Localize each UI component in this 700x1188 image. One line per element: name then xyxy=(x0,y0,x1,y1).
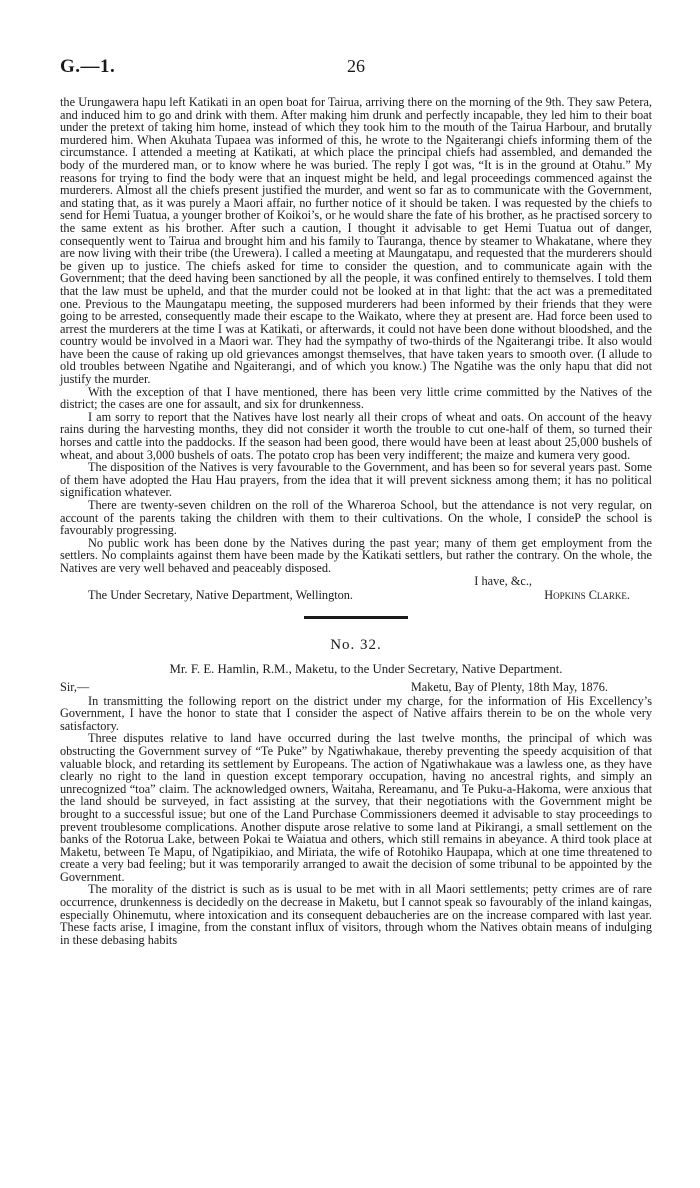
salutation-row xyxy=(60,681,652,694)
recipient-signature-row xyxy=(60,588,652,602)
recipient: The Under Secretary, Native Department, Wellington. xyxy=(88,587,354,602)
paragraph: In transmitting the following report on the district under my charge, for the information of His Excellency’s Government, I have the honor to state that I consider the aspect of Native affairs therein to be on the whole very satisfactory. xyxy=(60,693,652,733)
paragraph: With the exception of that I have mentioned, there has been very little crime committed by the Natives of the district; the cases are one for assault, and six for drunkenness. xyxy=(60,384,652,412)
paragraph: I am sorry to report that the Natives have lost nearly all their crops of wheat and oats. On account of the heavy rains during the harvesting months, they did not consider it worth the trouble to cut one-half of them, so turned their horses and cattle into the paddocks. If the season had been good, there would have been at least about 25,000 bushels of wheat, and about 3,000 bushels of oats. The potato crop has been very indifferent; the maize and kumera very good. xyxy=(60,409,652,462)
report-body-2 xyxy=(60,695,652,947)
salutation: Sir,— xyxy=(60,679,90,694)
paragraph-continuation: the Urungawera hapu left Katikati in an open boat for Tairua, arriving there on the morning of the 9th. They saw Petera, and induced him to go and drink with them. After making him drunk and perfectly incapable, they led him to their boat under the pretext of taking him home, instead of which they took him to the mouth of the Tairua Harbour, and brutally murdered him. When Akuhata Tupaea was informed of this, he wrote to the Ngaiterangi chiefs informing them of the circumstance. I attended a meeting at Katikati, at which place the principal chiefs had assembled, and demanded the body of the murdered man, or to know where he was buried. The reply I got was, “It is in the ground at Otahu.” My reasons for trying to find the body were that an inquest might be held, and legal proceedings commenced against the murderers. Almost all the chiefs present justified the murder, and went so far as to communicate with the Government, and stating that, as it was purely a Maori affair, no further notice of it should be taken. I was requested by the chiefs to send for Hemi Tuatua, a younger brother of Koikoi’s, or he would share the fate of his brother, as he practised sorcery to the same extent as his brother. After such a caution, I thought it advisable to get Hemi Tuatua out of danger, consequently went to Tairua and brought him and his family to Tauranga, thence by steamer to Whakatane, where they are now living with their tribe (the Urewera). I called a meeting at Maungatapu, and requested that the murderers should be given up to justice. The chiefs asked for time to consider the question, and to communicate again with the Government; that the deed having been sanctioned by all the people, it was confined entirely to themselves. I told them that the law must be upheld, and that the murder could not be looked at in that light: that the act was a premeditated one. Previous to the Maungatapu meeting, the supposed murderers had been informed by their friends that they were going to be arrested, consequently made their escape to the Waikato, where they at present are. Had force been used to arrest the murderers at the time I was at Katikati, or afterwards, it could not have been done without bloodshed, and the country would be involved in a Maori war. They had the sympathy of two-thirds of the Ngaiterangi tribe. It also would have been the cause of raking up old grievances amongst themselves, that have taken years to smooth over. (I allude to old troubles between Ngatihe and Ngaiterangi, and of which you know.) The Ngatihe was the only hapu that did not justify the murder. xyxy=(60,95,652,387)
document-number: No. 32. xyxy=(330,636,382,653)
place-date: Maketu, Bay of Plenty, 18th May, 1876. xyxy=(410,679,608,694)
paragraph: The morality of the district is such as is usual to be met with in all Maori settlements; petty crimes are of rare occurrence, drunkenness is decidedly on the decrease in Maketu, but I cannot speak so favourably of the inland kaingas, especially Ohinemutu, where intoxication and its consequent debaucheries are on the increase compared with last year. These facts arise, I imagine, from the constant influx of visitors, through whom the Natives obtain means of indulging in these debasing habits xyxy=(60,882,652,947)
closing-text: I have, &c., xyxy=(474,573,532,588)
report-body-1 xyxy=(60,96,652,575)
parliamentary-paper-code: G.—1. xyxy=(60,56,116,77)
page-header xyxy=(60,0,652,96)
closing-line xyxy=(60,575,652,588)
section-divider xyxy=(304,616,408,619)
paragraph: No public work has been done by the Natives during the past year; many of them get employment from the settlers. No complaints against them have been made by the Katikati settlers, but rather the contrary. On the whole, the Natives are very well behaved and peaceably disposed. xyxy=(60,535,652,575)
document-title: Mr. F. E. Hamlin, R.M., Maketu, to the Under Secretary, Native Department. xyxy=(169,661,563,676)
paragraph: There are twenty-seven children on the roll of the Whareroa School, but the attendance is not very regular, on account of the parents taking the children with them to their cultivations. On the whole, I consideP the school is favourably progressing. xyxy=(60,498,652,538)
signature: Hopkins Clarke. xyxy=(544,587,630,602)
paragraph: Three disputes relative to land have occurred during the last twelve months, the principal of which was obstructing the Government survey of “Te Puke” by Ngatiwhakaue, thereby preventing the speedy acquisition of that valuable block, and retarding its settlement by Europeans. The action of Ngatiwhakaue was a lawless one, as they have clearly no right to the land in question except temporary occupation, having no ancestral rights, and simply an unrecognized “toa” claim. The acknowledged owners, Waitaha, Rereamanu, and Te Puku-a-Hakoma, were anxious that the land should be surveyed, in fact assisting at the survey, that their negotiations with the Government might be brought to a successful issue; but one of the Land Purchase Commissioners deemed it advisable to stay proceedings to prevent troublesome complications. Another dispute arose relative to some land at Pikirangi, a small settlement on the banks of the Rotorua Lake, between Pokai te Waiatua and others, which still remains in abeyance. A third took place at Maketu, between Te Mapu, of Ngatipikiao, and Miriata, the wife of Rotohiko Haupapa, which at one time threatened to create a very bad feeling; but it was temporarily arranged to await the decision of some tribunal to be appointed by the Government. xyxy=(60,731,652,884)
page-number: 26 xyxy=(347,56,365,76)
paragraph: The disposition of the Natives is very favourable to the Government, and has been so for several years past. Some of them have adopted the Hau Hau prayers, from the idea that it will prevent sickness among them; it has no political signification whatever. xyxy=(60,460,652,500)
